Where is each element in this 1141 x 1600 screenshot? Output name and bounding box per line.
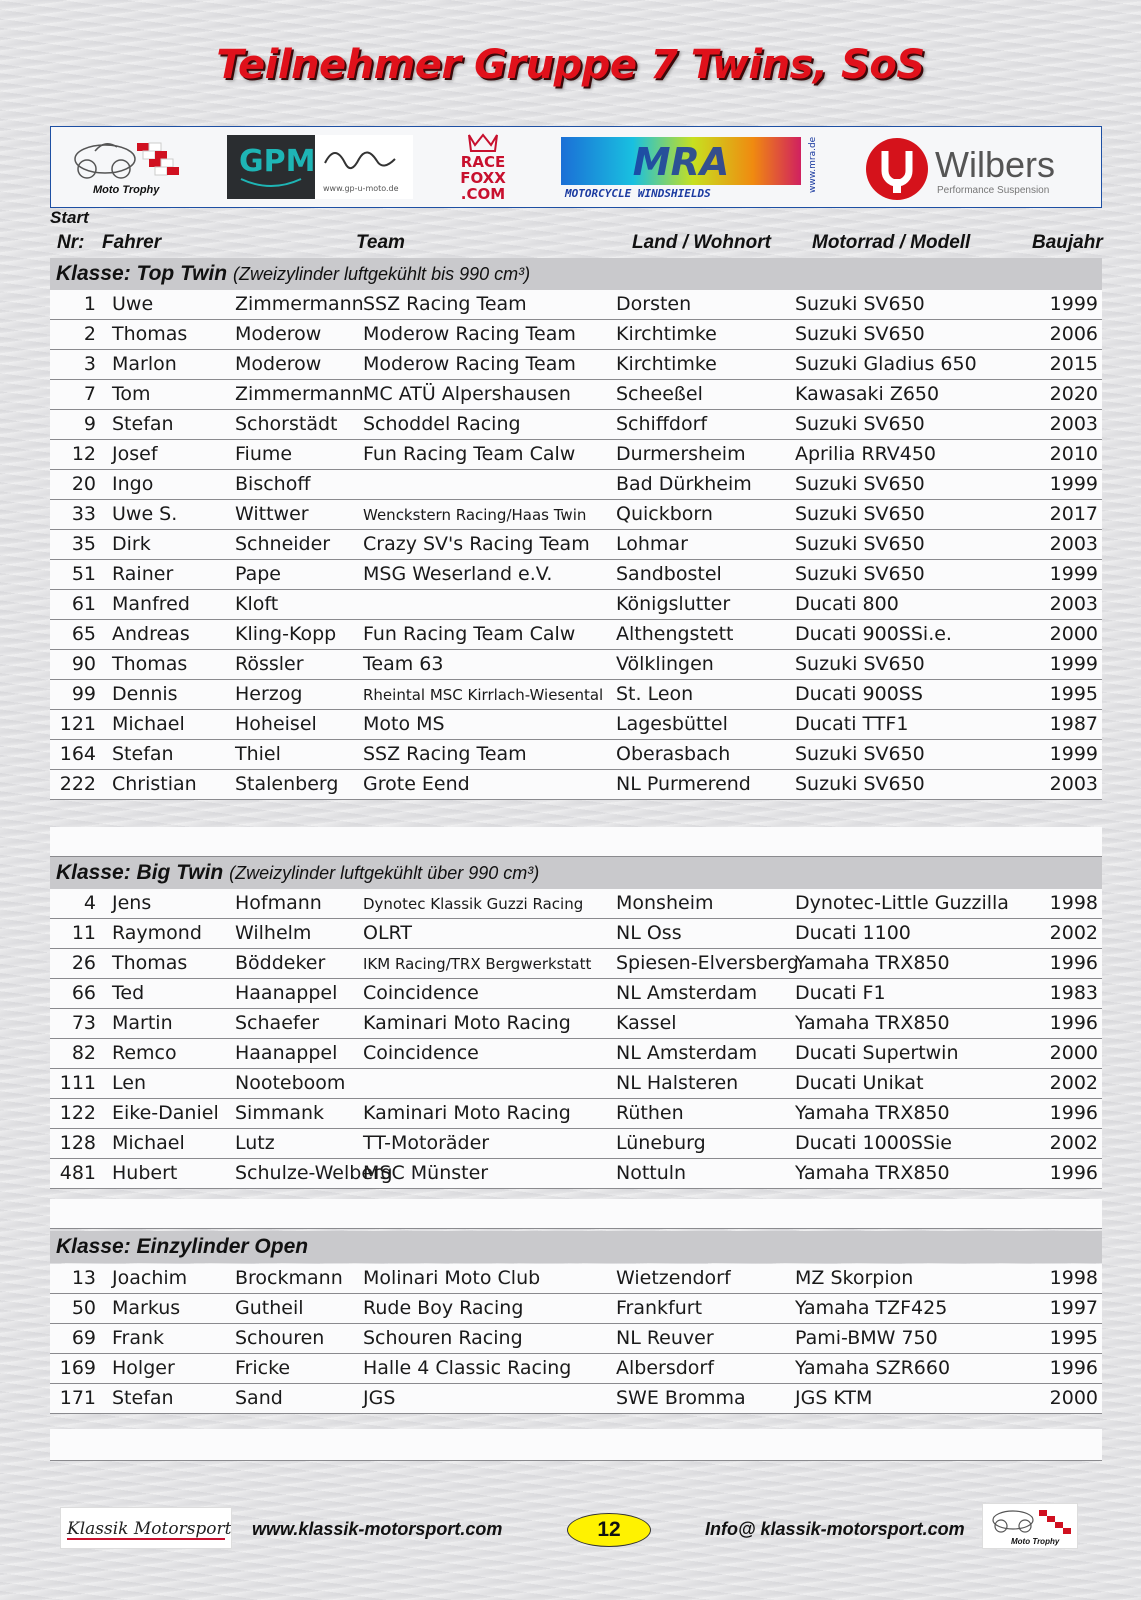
motorcycle-model: Ducati 1100 — [795, 922, 911, 944]
svg-text:GPM: GPM — [239, 144, 316, 179]
start-number: 2 — [83, 323, 96, 345]
country-city: NL Halsteren — [616, 1072, 739, 1094]
build-year: 1999 — [1049, 473, 1098, 495]
build-year: 2003 — [1049, 533, 1098, 555]
moto-trophy-footer-logo — [982, 1503, 1078, 1549]
table-top-twin — [50, 290, 1102, 800]
country-city: Kirchtimke — [616, 323, 717, 345]
country-city: Oberasbach — [616, 743, 731, 765]
country-city: Lüneburg — [616, 1132, 706, 1154]
rider-first-name: Ted — [112, 982, 145, 1004]
table-row — [50, 1069, 1102, 1099]
racefoxx-line3: .COM — [460, 185, 506, 203]
rider-first-name: Holger — [112, 1357, 175, 1379]
motorcycle-model: Suzuki SV650 — [795, 413, 925, 435]
moto-trophy-footer-text: Moto Trophy — [1011, 1537, 1060, 1546]
rider-first-name: Stefan — [112, 743, 174, 765]
page-number: 12 — [567, 1513, 651, 1547]
country-city: Rüthen — [616, 1102, 684, 1124]
country-city: NL Amsterdam — [616, 1042, 758, 1064]
class-description: (Zweizylinder luftgekühlt bis 990 cm³) — [232, 264, 531, 284]
rider-last-name: Pape — [235, 563, 281, 585]
build-year: 2010 — [1049, 443, 1098, 465]
team-name: JGS — [363, 1387, 396, 1409]
rider-last-name: Moderow — [235, 353, 322, 375]
country-city: Frankfurt — [616, 1297, 703, 1319]
rider-last-name: Schaefer — [235, 1012, 320, 1034]
rider-last-name: Schouren — [235, 1327, 325, 1349]
rider-first-name: Rainer — [112, 563, 174, 585]
table-spacer — [50, 1429, 1102, 1461]
country-city: Lagesbüttel — [616, 713, 728, 735]
motorcycle-model: Suzuki Gladius 650 — [795, 353, 977, 375]
motorcycle-model: Ducati Supertwin — [795, 1042, 959, 1064]
team-name: MSC Münster — [363, 1162, 489, 1184]
country-city: Dorsten — [616, 293, 692, 315]
team-name: Dynotec Klassik Guzzi Racing — [363, 895, 584, 913]
motorcycle-model: Yamaha TRX850 — [795, 1162, 950, 1184]
rider-first-name: Tom — [112, 383, 151, 405]
table-row — [50, 680, 1102, 710]
country-city: Schiffdorf — [616, 413, 708, 435]
gp-url: www.gp-u-moto.de — [323, 184, 399, 193]
build-year: 1996 — [1049, 1102, 1098, 1124]
table-row — [50, 710, 1102, 740]
rider-last-name: Lutz — [235, 1132, 275, 1154]
motorcycle-model: Yamaha TRX850 — [795, 1102, 950, 1124]
start-number: 61 — [71, 593, 96, 615]
start-number: 222 — [59, 773, 96, 795]
team-name: OLRT — [363, 922, 412, 944]
table-row — [50, 440, 1102, 470]
start-number: 1 — [83, 293, 96, 315]
start-number: 11 — [71, 922, 96, 944]
team-name: TT-Motoräder — [363, 1132, 490, 1154]
class-name: Klasse: Einzylinder Open — [56, 1235, 309, 1258]
build-year: 2002 — [1049, 922, 1098, 944]
rider-first-name: Michael — [112, 1132, 185, 1154]
build-year: 1998 — [1049, 1267, 1098, 1289]
start-number: 128 — [59, 1132, 96, 1154]
rider-last-name: Kling-Kopp — [235, 623, 337, 645]
start-number: 13 — [71, 1267, 96, 1289]
country-city: Quickborn — [616, 503, 713, 525]
rider-first-name: Michael — [112, 713, 185, 735]
start-number: 122 — [59, 1102, 96, 1124]
country-city: SWE Bromma — [616, 1387, 746, 1409]
racefoxx-line1: RACE — [460, 153, 506, 171]
table-row — [50, 350, 1102, 380]
build-year: 1996 — [1049, 952, 1098, 974]
start-number: 20 — [71, 473, 96, 495]
col-fahrer: Fahrer — [102, 232, 162, 253]
rider-first-name: Stefan — [112, 1387, 174, 1409]
table-einzylinder — [50, 1264, 1102, 1414]
team-name: Kaminari Moto Racing — [363, 1012, 571, 1034]
motorcycle-model: Suzuki SV650 — [795, 743, 925, 765]
team-name: SSZ Racing Team — [363, 743, 527, 765]
col-land: Land / Wohnort — [632, 232, 771, 253]
start-number: 164 — [59, 743, 96, 765]
table-row — [50, 1384, 1102, 1414]
rider-last-name: Zimmermann — [235, 383, 364, 405]
motorcycle-model: Ducati F1 — [795, 982, 886, 1004]
email-link[interactable]: Info@ klassik-motorsport.com — [705, 1519, 965, 1539]
motorcycle-model: Yamaha TRX850 — [795, 1012, 950, 1034]
table-row — [50, 1129, 1102, 1159]
country-city: Bad Dürkheim — [616, 473, 752, 495]
table-row — [50, 949, 1102, 979]
start-number: 65 — [71, 623, 96, 645]
team-name: MC ATÜ Alpershausen — [363, 383, 571, 405]
table-row — [50, 1264, 1102, 1294]
team-name: Schouren Racing — [363, 1327, 523, 1349]
rider-last-name: Schulze-Welberg — [235, 1162, 393, 1184]
build-year: 1996 — [1049, 1012, 1098, 1034]
country-city: Monsheim — [616, 892, 714, 914]
team-name: Moderow Racing Team — [363, 323, 576, 345]
start-number: 26 — [71, 952, 96, 974]
start-number: 33 — [71, 503, 96, 525]
rider-first-name: Joachim — [112, 1267, 188, 1289]
moto-trophy-logo — [59, 133, 187, 203]
rider-last-name: Böddeker — [235, 952, 326, 974]
wilbers-logo — [863, 133, 1099, 203]
team-name: Crazy SV's Racing Team — [363, 533, 590, 555]
table-row — [50, 740, 1102, 770]
sponsor-bar — [50, 126, 1102, 208]
motorcycle-model: Suzuki SV650 — [795, 503, 925, 525]
class-header-einzylinder — [50, 1231, 1102, 1263]
rider-last-name: Fiume — [235, 443, 293, 465]
rider-first-name: Remco — [112, 1042, 177, 1064]
table-row — [50, 320, 1102, 350]
build-year: 2003 — [1049, 773, 1098, 795]
rider-last-name: Kloft — [235, 593, 279, 615]
rider-last-name: Haanappel — [235, 1042, 338, 1064]
team-name: Halle 4 Classic Racing — [363, 1357, 572, 1379]
motorcycle-model: MZ Skorpion — [795, 1267, 914, 1289]
build-year: 2000 — [1049, 1042, 1098, 1064]
rider-last-name: Haanappel — [235, 982, 338, 1004]
rider-first-name: Len — [112, 1072, 146, 1094]
motorcycle-model: Ducati 1000SSie — [795, 1132, 952, 1154]
build-year: 2020 — [1049, 383, 1098, 405]
motorcycle-model: Aprilia RRV450 — [795, 443, 937, 465]
team-name: Rheintal MSC Kirrlach-Wiesental — [363, 686, 604, 704]
motorcycle-model: Kawasaki Z650 — [795, 383, 940, 405]
country-city: Kirchtimke — [616, 353, 717, 375]
build-year: 1998 — [1049, 892, 1098, 914]
table-row — [50, 470, 1102, 500]
rider-last-name: Hoheisel — [235, 713, 317, 735]
motorcycle-model: Ducati Unikat — [795, 1072, 924, 1094]
rider-last-name: Wilhelm — [235, 922, 312, 944]
rider-last-name: Bischoff — [235, 473, 311, 495]
table-row — [50, 770, 1102, 800]
country-city: NL Amsterdam — [616, 982, 758, 1004]
start-number: 111 — [59, 1072, 96, 1094]
build-year: 1999 — [1049, 293, 1098, 315]
rider-first-name: Hubert — [112, 1162, 178, 1184]
build-year: 2000 — [1049, 623, 1098, 645]
start-number: 73 — [71, 1012, 96, 1034]
rider-first-name: Josef — [112, 443, 158, 465]
team-name: SSZ Racing Team — [363, 293, 527, 315]
motorcycle-model: Pami-BMW 750 — [795, 1327, 938, 1349]
build-year: 2006 — [1049, 323, 1098, 345]
motorcycle-model: Ducati 800 — [795, 593, 899, 615]
motorcycle-model: Suzuki SV650 — [795, 773, 925, 795]
mra-subtitle: MOTORCYCLE WINDSHIELDS — [565, 187, 711, 200]
table-big-twin — [50, 889, 1102, 1189]
rider-first-name: Dirk — [112, 533, 151, 555]
rider-first-name: Thomas — [112, 952, 188, 974]
build-year: 1987 — [1049, 713, 1098, 735]
rider-last-name: Simmank — [235, 1102, 325, 1124]
table-spacer — [50, 1199, 1102, 1229]
country-city: Völklingen — [616, 653, 714, 675]
build-year: 1996 — [1049, 1357, 1098, 1379]
build-year: 1999 — [1049, 563, 1098, 585]
motorcycle-model: JGS KTM — [795, 1387, 873, 1409]
country-city: Scheeßel — [616, 383, 703, 405]
country-city: Durmersheim — [616, 443, 746, 465]
country-city: Albersdorf — [616, 1357, 714, 1379]
build-year: 2015 — [1049, 353, 1098, 375]
build-year: 2017 — [1049, 503, 1098, 525]
start-number: 7 — [83, 383, 96, 405]
start-number: 90 — [71, 653, 96, 675]
rider-first-name: Uwe S. — [112, 503, 178, 525]
start-number: 3 — [83, 353, 96, 375]
team-name: Molinari Moto Club — [363, 1267, 541, 1289]
rider-first-name: Thomas — [112, 323, 188, 345]
start-number: 51 — [71, 563, 96, 585]
motorcycle-model: Dynotec-Little Guzzilla — [795, 892, 1009, 914]
table-row — [50, 590, 1102, 620]
table-row — [50, 1294, 1102, 1324]
rider-first-name: Manfred — [112, 593, 190, 615]
table-row — [50, 1159, 1102, 1189]
build-year: 2003 — [1049, 593, 1098, 615]
country-city: Kassel — [616, 1012, 677, 1034]
build-year: 1999 — [1049, 653, 1098, 675]
rider-last-name: Gutheil — [235, 1297, 304, 1319]
col-team: Team — [356, 232, 405, 253]
rider-first-name: Thomas — [112, 653, 188, 675]
gp-logo — [227, 133, 415, 203]
country-city: St. Leon — [616, 683, 694, 705]
rider-last-name: Brockmann — [235, 1267, 343, 1289]
motorcycle-model: Suzuki SV650 — [795, 653, 925, 675]
rider-last-name: Rössler — [235, 653, 304, 675]
start-number: 35 — [71, 533, 96, 555]
country-city: Nottuln — [616, 1162, 687, 1184]
mra-mark: MRA — [632, 140, 730, 184]
rider-last-name: Sand — [235, 1387, 283, 1409]
team-name: MSG Weserland e.V. — [363, 563, 553, 585]
table-row — [50, 919, 1102, 949]
country-city: Spiesen-Elversberg — [616, 952, 799, 974]
start-number: 9 — [83, 413, 96, 435]
motorcycle-model: Yamaha SZR660 — [795, 1357, 951, 1379]
table-row — [50, 620, 1102, 650]
country-city: NL Reuver — [616, 1327, 714, 1349]
table-row — [50, 1039, 1102, 1069]
team-name: Wenckstern Racing/Haas Twin — [363, 506, 587, 524]
table-row — [50, 650, 1102, 680]
table-row — [50, 410, 1102, 440]
motorcycle-model: Ducati 900SS — [795, 683, 923, 705]
team-name: IKM Racing/TRX Bergwerkstatt — [363, 955, 592, 973]
start-number: 169 — [59, 1357, 96, 1379]
rider-first-name: Martin — [112, 1012, 173, 1034]
rider-first-name: Ingo — [112, 473, 154, 495]
rider-first-name: Andreas — [112, 623, 190, 645]
motorcycle-model: Yamaha TZF425 — [795, 1297, 948, 1319]
team-name: Moderow Racing Team — [363, 353, 576, 375]
country-city: Lohmar — [616, 533, 688, 555]
racefoxx-line2: FOXX — [460, 169, 506, 187]
build-year: 1997 — [1049, 1297, 1098, 1319]
rider-last-name: Schorstädt — [235, 413, 338, 435]
motorcycle-model: Suzuki SV650 — [795, 473, 925, 495]
build-year: 1983 — [1049, 982, 1098, 1004]
table-row — [50, 1099, 1102, 1129]
build-year: 2003 — [1049, 413, 1098, 435]
rider-last-name: Stalenberg — [235, 773, 339, 795]
table-row — [50, 1009, 1102, 1039]
rider-last-name: Herzog — [235, 683, 303, 705]
country-city: NL Purmerend — [616, 773, 751, 795]
start-number: 121 — [59, 713, 96, 735]
rider-first-name: Eike-Daniel — [112, 1102, 219, 1124]
country-city: Sandbostel — [616, 563, 722, 585]
country-city: Althengstett — [616, 623, 734, 645]
rider-first-name: Stefan — [112, 413, 174, 435]
build-year: 2002 — [1049, 1132, 1098, 1154]
table-row — [50, 1354, 1102, 1384]
table-row — [50, 560, 1102, 590]
moto-trophy-text: Moto Trophy — [93, 184, 160, 196]
team-name: Moto MS — [363, 713, 445, 735]
rider-last-name: Schneider — [235, 533, 331, 555]
motorcycle-model: Suzuki SV650 — [795, 533, 925, 555]
page-title: Teilnehmer Gruppe 7 Twins, SoS — [216, 42, 925, 88]
table-row — [50, 380, 1102, 410]
start-number: 50 — [71, 1297, 96, 1319]
team-name: Fun Racing Team Calw — [363, 623, 576, 645]
rider-last-name: Moderow — [235, 323, 322, 345]
rider-first-name: Dennis — [112, 683, 178, 705]
table-row — [50, 290, 1102, 320]
country-city: NL Oss — [616, 922, 682, 944]
motorcycle-model: Suzuki SV650 — [795, 323, 925, 345]
start-number: 481 — [59, 1162, 96, 1184]
col-motorrad: Motorrad / Modell — [812, 232, 971, 253]
start-number: 4 — [83, 892, 96, 914]
start-number: 82 — [71, 1042, 96, 1064]
class-description: (Zweizylinder luftgekühlt über 990 cm³) — [229, 863, 540, 883]
motorcycle-model: Suzuki SV650 — [795, 563, 925, 585]
start-number: 69 — [71, 1327, 96, 1349]
team-name: Rude Boy Racing — [363, 1297, 524, 1319]
rider-first-name: Raymond — [112, 922, 202, 944]
class-header-big-twin — [50, 857, 1102, 889]
rider-first-name: Christian — [112, 773, 197, 795]
rider-first-name: Jens — [112, 892, 152, 914]
mra-logo — [559, 133, 829, 203]
table-row — [50, 500, 1102, 530]
racefoxx-logo — [443, 133, 523, 203]
class-name: Klasse: Top Twin — [56, 262, 228, 285]
team-name: Kaminari Moto Racing — [363, 1102, 571, 1124]
rider-last-name: Zimmermann — [235, 293, 364, 315]
table-spacer — [50, 827, 1102, 857]
wilbers-text: Wilbers — [935, 144, 1056, 185]
build-year: 1999 — [1049, 743, 1098, 765]
rider-first-name: Markus — [112, 1297, 181, 1319]
start-number: 171 — [59, 1387, 96, 1409]
build-year: 1995 — [1049, 683, 1098, 705]
build-year: 1995 — [1049, 1327, 1098, 1349]
team-name: Coincidence — [363, 982, 479, 1004]
col-nr: Nr: — [57, 232, 85, 253]
table-row — [50, 889, 1102, 919]
class-header-top-twin — [50, 258, 1102, 290]
rider-last-name: Wittwer — [235, 503, 309, 525]
table-row — [50, 530, 1102, 560]
table-row — [50, 979, 1102, 1009]
rider-last-name: Fricke — [235, 1357, 291, 1379]
klassik-motorsport-logo — [60, 1507, 232, 1549]
start-number: 66 — [71, 982, 96, 1004]
rider-last-name: Nooteboom — [235, 1072, 346, 1094]
start-number: 12 — [71, 443, 96, 465]
rider-first-name: Frank — [112, 1327, 165, 1349]
class-name: Klasse: Big Twin — [56, 861, 224, 884]
rider-first-name: Marlon — [112, 353, 177, 375]
team-name: Coincidence — [363, 1042, 479, 1064]
team-name: Fun Racing Team Calw — [363, 443, 576, 465]
team-name: Schoddel Racing — [363, 413, 521, 435]
website-link[interactable]: www.klassik-motorsport.com — [252, 1519, 503, 1539]
motorcycle-model: Yamaha TRX850 — [795, 952, 950, 974]
wilbers-subtitle: Performance Suspension — [937, 185, 1050, 196]
start-number: 99 — [71, 683, 96, 705]
rider-first-name: Uwe — [112, 293, 154, 315]
build-year: 2002 — [1049, 1072, 1098, 1094]
motorcycle-model: Suzuki SV650 — [795, 293, 925, 315]
rider-last-name: Thiel — [235, 743, 281, 765]
build-year: 2000 — [1049, 1387, 1098, 1409]
build-year: 1996 — [1049, 1162, 1098, 1184]
country-city: Königslutter — [616, 593, 731, 615]
motorcycle-model: Ducati TTF1 — [795, 713, 909, 735]
team-name: Team 63 — [363, 653, 444, 675]
col-start: Start — [50, 208, 89, 227]
klassik-logo-text: Klassik Motorsport — [67, 1519, 231, 1539]
mra-url: www.mra.de — [808, 136, 818, 193]
team-name: Grote Eend — [363, 773, 470, 795]
motorcycle-model: Ducati 900SSi.e. — [795, 623, 952, 645]
col-baujahr: Baujahr — [1032, 232, 1103, 253]
country-city: Wietzendorf — [616, 1267, 731, 1289]
table-row — [50, 1324, 1102, 1354]
rider-last-name: Hofmann — [235, 892, 322, 914]
